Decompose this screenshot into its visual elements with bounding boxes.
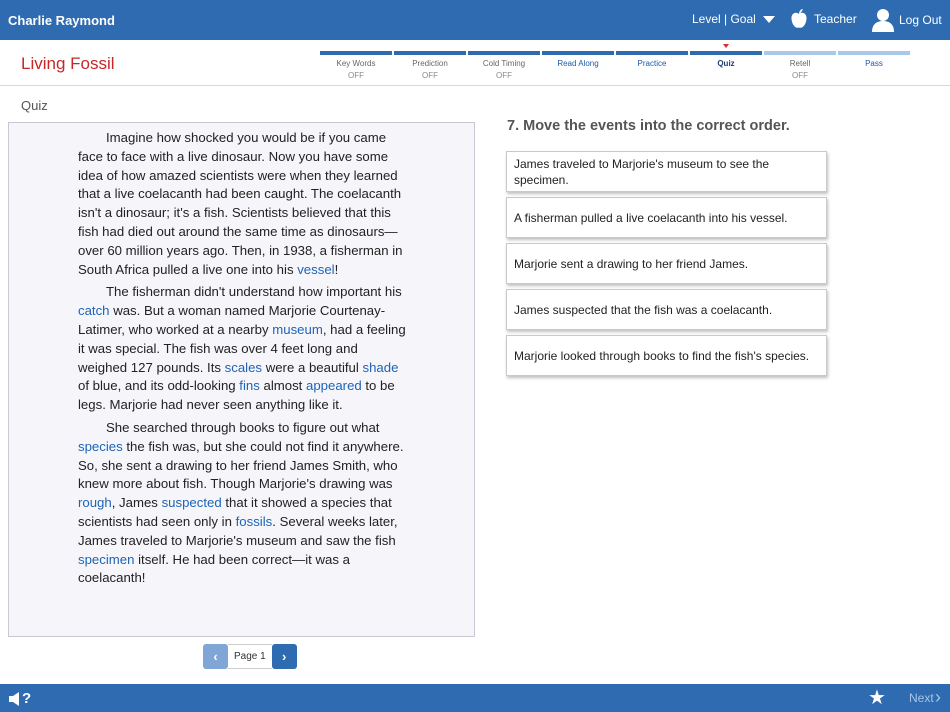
keyword-suspected[interactable]: suspected (161, 495, 222, 511)
keyword-vessel[interactable]: vessel (297, 261, 335, 277)
passage-text (78, 129, 408, 592)
step-prediction[interactable] (394, 51, 466, 80)
keyword-fossils[interactable]: fossils (235, 513, 273, 529)
passage-paragraph (78, 419, 408, 588)
step-progress-bar (320, 51, 392, 55)
question-prompt: 7. Move the events into the correct order. (507, 118, 790, 134)
passage-text-run: the fish was, but she could not find it anywhere. So, she sent a drawing to her friend James Smith, who knew more about fish. Though Marjorie's drawing was (78, 438, 404, 492)
page-pager (203, 644, 297, 669)
chevron-left-icon: ‹ (213, 649, 218, 664)
keyword-fins[interactable]: fins (239, 378, 260, 394)
step-label: Key Words (336, 59, 376, 68)
step-practice[interactable] (616, 51, 688, 80)
page-label: Page 1 (228, 644, 272, 669)
keyword-scales[interactable]: scales (224, 359, 263, 375)
passage-text-run: was. But a woman named Marjorie Courtenay-Latimer, who worked at a nearby (78, 303, 386, 337)
event-card[interactable]: A fisherman pulled a live coelacanth into his vessel. (506, 197, 827, 238)
keyword-museum[interactable]: museum (272, 321, 323, 337)
step-label: Pass (865, 59, 883, 68)
step-retell[interactable] (764, 51, 836, 80)
passage-paragraph (78, 129, 408, 279)
bottom-bar (0, 684, 950, 712)
story-title: Living Fossil (21, 54, 115, 73)
passage-text-run: She searched through books to figure out what (106, 419, 380, 435)
step-label: Quiz (717, 59, 735, 68)
step-progress-bar (394, 51, 466, 55)
passage-paragraph (78, 283, 408, 415)
step-read-along[interactable] (542, 51, 614, 80)
step-pass[interactable] (838, 51, 910, 80)
passage-text-run: were a beautiful (262, 359, 363, 375)
star-icon[interactable]: ★ (868, 687, 886, 709)
step-progress-bar (764, 51, 836, 55)
passage-text-run: The fisherman didn't understand how important his (106, 284, 402, 300)
passage-text-run: , had a feeling it was special. The fish was over 4 feet long and weighed 127 pounds. Its (78, 321, 406, 375)
passage-text-run: almost (259, 378, 306, 394)
teacher-label: Teacher (814, 12, 857, 26)
reading-passage-panel (8, 122, 475, 637)
event-card[interactable]: James suspected that the fish was a coelacanth. (506, 289, 827, 330)
apple-icon (790, 8, 808, 30)
logout-label: Log Out (899, 13, 942, 27)
keyword-catch[interactable]: catch (78, 303, 110, 319)
keyword-specimen[interactable]: specimen (78, 551, 135, 567)
help-question-mark: ? (22, 690, 32, 707)
step-key-words[interactable] (320, 51, 392, 80)
keyword-shade[interactable]: shade (362, 359, 399, 375)
step-status: OFF (422, 71, 438, 80)
step-label: Read Along (557, 59, 599, 68)
step-status: OFF (348, 71, 364, 80)
step-quiz[interactable] (690, 51, 762, 80)
passage-text-run: of blue, and its odd-looking (78, 378, 240, 394)
event-card[interactable]: Marjorie sent a drawing to her friend James. (506, 243, 827, 284)
previous-page-button[interactable] (203, 644, 228, 669)
passage-text-run: that it showed a species that scientists had seen only in (78, 495, 392, 529)
passage-text-run: . Several weeks later, James traveled to Marjorie's museum and saw the fish (78, 513, 398, 548)
passage-text-run: ! (334, 261, 339, 277)
user-avatar-icon (872, 8, 894, 32)
title-row (0, 40, 950, 86)
event-card[interactable]: Marjorie looked through books to find the fish's species. (506, 335, 827, 376)
passage-text-run: to be legs. Marjorie had never seen anything like it. (78, 378, 395, 413)
speaker-icon (9, 692, 21, 706)
top-bar (0, 0, 950, 40)
next-button[interactable]: Next (909, 691, 934, 705)
step-progress-bar (838, 51, 910, 55)
step-navigation (320, 51, 910, 80)
passage-text-run: itself. He had been correct—it was a coelacanth! (78, 551, 350, 586)
step-status: OFF (496, 71, 512, 80)
event-card[interactable]: James traveled to Marjorie's museum to see the specimen. (506, 151, 827, 192)
step-label: Retell (789, 59, 811, 68)
step-progress-bar (690, 51, 762, 55)
current-step-marker-icon (723, 44, 729, 48)
event-order-list (506, 151, 827, 381)
level-goal-dropdown[interactable] (692, 12, 775, 26)
keyword-appeared[interactable]: appeared (306, 378, 362, 394)
chevron-right-icon: › (282, 649, 287, 664)
keyword-species[interactable]: species (78, 438, 123, 454)
step-progress-bar (542, 51, 614, 55)
passage-text-run: Imagine how shocked you would be if you came face to face with a live dinosaur. Now you have some idea of how amazed scientists were when they learned that a live coelacanth had been caught. The coelacanth isn't a dinosaur; it's a fish. Scientists believed that this fish had died out around the same time as dinosaurs—over 60 million years ago. Then, in 1938, a fisherman in South Africa pulled a live one into his (78, 130, 403, 277)
passage-text-run: , James (111, 495, 162, 511)
step-status: OFF (792, 71, 808, 80)
logout-button[interactable] (872, 8, 942, 32)
teacher-button[interactable] (790, 8, 857, 30)
audio-help-button[interactable] (9, 690, 31, 707)
chevron-right-icon: › (935, 687, 941, 707)
step-progress-bar (616, 51, 688, 55)
step-label: Prediction (412, 59, 448, 68)
section-label: Quiz (21, 98, 48, 113)
chevron-down-icon (763, 16, 775, 23)
step-label: Cold Timing (482, 59, 526, 68)
user-name: Charlie Raymond (8, 13, 115, 28)
step-label: Practice (637, 59, 667, 68)
step-progress-bar (468, 51, 540, 55)
step-cold-timing[interactable] (468, 51, 540, 80)
level-goal-label: Level | Goal (692, 12, 756, 26)
keyword-rough[interactable]: rough (78, 495, 112, 511)
next-page-button[interactable] (272, 644, 297, 669)
